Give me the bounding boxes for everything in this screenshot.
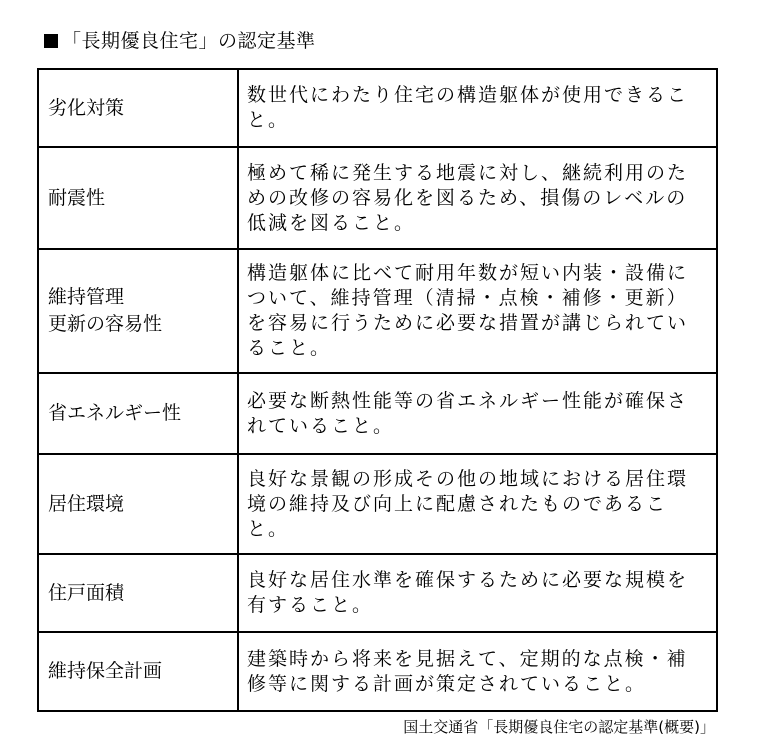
- criterion-name-line: 維持保全計画: [48, 660, 163, 682]
- document-title-text: 「長期優良住宅」の認定基準: [62, 30, 316, 52]
- criterion-description: 極めて稀に発生する地震に対し、継続利用のための改修の容易化を図るため、損傷のレベルの低減を図ること。: [238, 147, 717, 249]
- criterion-name-line: 維持管理: [48, 286, 125, 308]
- criterion-name-line: 住戸面積: [48, 581, 125, 604]
- criterion-name: [38, 454, 238, 554]
- criterion-name: [38, 373, 238, 454]
- source-citation: 国土交通省「長期優良住宅の認定基準(概要)」: [403, 718, 715, 736]
- criterion-name-line: 省エネルギー性: [48, 402, 182, 424]
- criterion-name: [38, 249, 238, 373]
- criterion-name: [38, 147, 238, 249]
- criterion-description: 良好な居住水準を確保するために必要な規模を有すること。: [238, 554, 717, 632]
- criterion-name: [38, 69, 238, 147]
- criterion-description: 建築時から将来を見据えて、定期的な点検・補修等に関する計画が策定されていること。: [238, 632, 717, 711]
- criterion-description: 数世代にわたり住宅の構造躯体が使用できること。: [238, 69, 717, 147]
- table-row: [38, 554, 717, 632]
- table-row: [38, 69, 717, 147]
- criterion-name-line: 更新の容易性: [48, 313, 163, 335]
- criterion-name: [38, 632, 238, 711]
- criterion-description: 構造躯体に比べて耐用年数が短い内装・設備について、維持管理（清掃・点検・補修・更新）を容易に行うために必要な措置が講じられていること。: [238, 249, 717, 373]
- criterion-name: [38, 554, 238, 632]
- criterion-name-line: 耐震性: [48, 186, 106, 209]
- table-row: [38, 249, 717, 373]
- criteria-table: [37, 68, 718, 712]
- table-row: [38, 454, 717, 554]
- document-title: [44, 29, 316, 53]
- criterion-name-line: 劣化対策: [48, 96, 125, 119]
- black-square-icon: [44, 34, 58, 48]
- table-row: [38, 373, 717, 454]
- table-row: [38, 147, 717, 249]
- criterion-description: 必要な断熱性能等の省エネルギー性能が確保されていること。: [238, 373, 717, 454]
- criterion-description: 良好な景観の形成その他の地域における居住環境の維持及び向上に配慮されたものであること。: [238, 454, 717, 554]
- table-row: [38, 632, 717, 711]
- criterion-name-line: 居住環境: [48, 492, 125, 515]
